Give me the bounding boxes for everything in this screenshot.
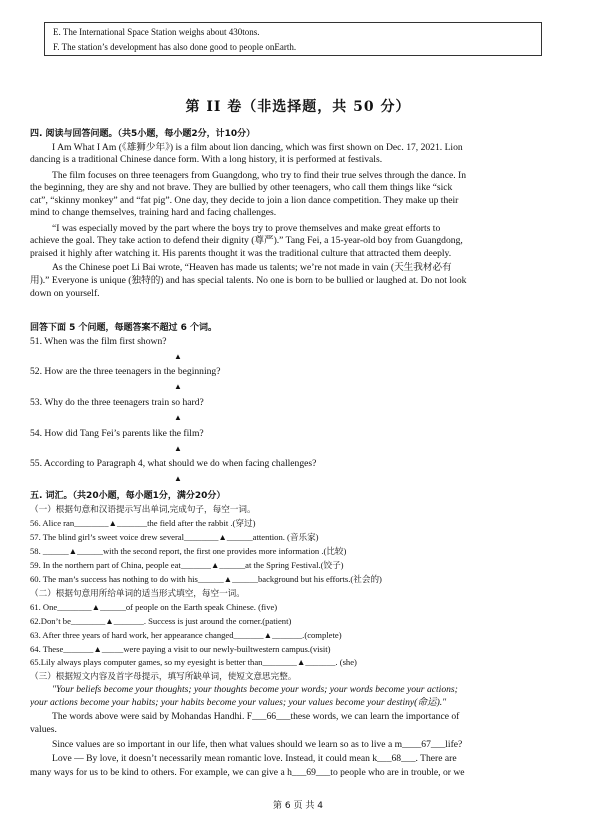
- passage-p2-line2: the beginning, they are shy and not brave. They are bullied by other teenagers, who call them things like “sick: [30, 182, 453, 193]
- cloze-line4: Love — By love, it doesn’t necessarily mean romantic love. Instead, it could mean k___68___. There are: [52, 753, 457, 764]
- cloze-line2: values.: [30, 724, 57, 735]
- question-56: 56. Alice ran________▲_______the field after the rabbit .(穿过): [30, 518, 256, 528]
- passage-p2-line1: The film focuses on three teenagers from Guangdong, who try to find their true selves through the dance. In: [52, 170, 467, 181]
- question-57: 57. The blind girl’s sweet voice drew several________▲______attention. (音乐家): [30, 532, 319, 542]
- part2-instruction: （二）根据句意用所给单词的适当形式填空，每空一词。: [30, 588, 245, 598]
- question-52: 52. How are the three teenagers in the beginning?: [30, 366, 221, 377]
- option-f: F. The station’s development has also done good to people onEarth.: [53, 42, 297, 52]
- passage-p4-line3: down on yourself.: [30, 288, 100, 299]
- passage-p1-line2: dancing is a traditional Chinese dance form. With a long history, it is performed at festivals.: [30, 154, 383, 165]
- question-51: 51. When was the film first shown?: [30, 336, 167, 347]
- option-e: E. The International Space Station weighs about 430tons.: [53, 27, 260, 37]
- answer-mark-51: ▲: [174, 352, 182, 361]
- passage-p2-line3: cat”, “skinny monkey” and “fat pig”. One day, they decide to join a lion dance competition. They make up their: [30, 195, 459, 206]
- quote-line1: "Your beliefs become your thoughts; your thoughts become your words; your words become your actions;: [52, 684, 458, 695]
- section5-heading: 五. 词汇。（共20小题，每小题1分，满分20分）: [30, 491, 226, 501]
- question-65: 65.Lily always plays computer games, so my eyesight is better than________▲_______. (she): [30, 657, 357, 667]
- question-54: 54. How did Tang Fei’s parents like the film?: [30, 428, 204, 439]
- question-58: 58. ______▲______with the second report, the first one provides more information .(比较): [30, 546, 347, 556]
- question-61: 61. One________▲______of people on the Earth speak Chinese. (five): [30, 602, 278, 612]
- answer-mark-52: ▲: [174, 382, 182, 391]
- cloze-line1: The words above were said by Mohandas Handhi. F___66___these words, we can learn the importance of: [52, 711, 460, 722]
- page-footer: 第 6 页 共 4: [273, 801, 323, 811]
- quote-line2: your actions become your habits; your habits become your values; your values become your destiny(命运).": [30, 697, 447, 708]
- part3-instruction: （三）根据短文内容及首字母提示，填写所缺单词，使短文意思完整。: [30, 671, 297, 681]
- question-59: 59. In the northern part of China, people eat_______▲______at the Spring Festival.(饺子): [30, 560, 344, 570]
- question-64: 64. These_______▲_____were paying a visit to our newly-builtwestern campus.(visit): [30, 644, 331, 654]
- passage-p3-line2: achieve the goal. They take action to defend their dignity (尊严).” Tang Fei, a 15-year-old boy from Guangdong,: [30, 235, 463, 246]
- question-63: 63. After three years of hard work, her appearance changed_______▲_______.(complete): [30, 630, 342, 640]
- answer-mark-55: ▲: [174, 474, 182, 483]
- passage-p3-line1: “I was especially moved by the part where the boys try to prove themselves and make great efforts to: [52, 223, 441, 234]
- cloze-line5: many ways for us to be kind to others. For example, we can give a h___69___to people who are in trouble, or we: [30, 767, 465, 778]
- section4-heading: 四. 阅读与回答问题。（共5小题，每小题2分，计10分）: [30, 129, 256, 139]
- question-62: 62.Don’t be________▲_______. Success is just around the corner.(patient): [30, 616, 292, 626]
- passage-p1-line1: I Am What I Am (《雄狮少年》) is a film about lion dancing, which was first shown on Dec. 17, 2021. Lion: [52, 142, 463, 153]
- answer-mark-53: ▲: [174, 413, 182, 422]
- passage-p3-line3: praised it highly after watching it. His parents thought it was the traditional culture that attracted them deeply.: [30, 248, 452, 259]
- passage-p2-line4: mind to change themselves, training hard and facing challenges.: [30, 207, 277, 218]
- part1-instruction: （一）根据句意和汉语提示写出单词,完成句子，每空一词。: [30, 504, 256, 514]
- question-60: 60. The man’s success has nothing to do with his______▲______background but his efforts.(社会的): [30, 574, 382, 584]
- cloze-line3: Since values are so important in our life, then what values should we learn so as to live a m____67___life?: [52, 739, 463, 750]
- options-box: [44, 22, 542, 56]
- question-55: 55. According to Paragraph 4, what should we do when facing challenges?: [30, 458, 317, 469]
- passage-p4-line2: 用).” Everyone is unique (独特的) and has special talents. No one is born to be bullied or laughed at. Do not look: [30, 275, 467, 286]
- answer-mark-54: ▲: [174, 444, 182, 453]
- part-title: 第 II 卷（非选择题，共 50 分）: [185, 99, 411, 115]
- question-53: 53. Why do the three teenagers train so hard?: [30, 397, 204, 408]
- passage-p4-line1: As the Chinese poet Li Bai wrote, “Heaven has made us talents; we’re not made in vain (天生我材必有: [52, 262, 452, 273]
- questions-instruction: 回答下面 5 个问题，每题答案不超过 6 个词。: [30, 323, 218, 333]
